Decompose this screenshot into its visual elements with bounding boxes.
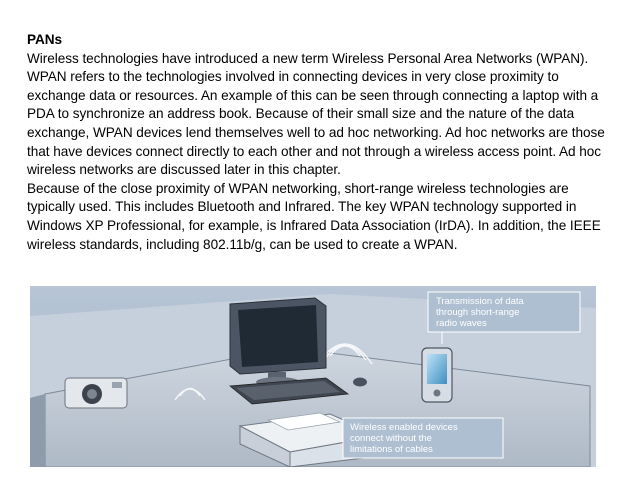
slide-heading: PANs (27, 32, 63, 47)
callout-bottom-line3: limitations of cables (350, 444, 433, 455)
desk-edge (30, 394, 45, 467)
callout-top-line1: Transmission of data (436, 296, 524, 307)
callout-bottom (342, 418, 503, 458)
wpan-scene (30, 286, 596, 467)
callout-top-line2: through short-range (436, 307, 520, 318)
callout-bottom-line2: connect without the (350, 433, 432, 444)
slide-body (27, 31, 612, 254)
digital-camera (65, 378, 127, 408)
wpan-illustration (30, 286, 596, 467)
mouse (353, 378, 367, 387)
paragraph-short-range: Because of the close proximity of WPAN networking, short-range wireless technologies are typically used. This includes Bluetooth and Infrared. The key WPAN technology supported in Windows XP Professional, for example, is Infrared Data Association (IrDA). In addition, the IEEE wireless standards, including 802.11b/g, can be used to create a WPAN. (27, 180, 601, 252)
paragraph-wpan-intro: Wireless technologies have introduced a new term Wireless Personal Area Networks (WPAN). WPAN refers to the technologies involved in connecting devices in very close proximity to exchange data or resources. An example of this can be seen through connecting a laptop with a PDA to synchronize an address book. Because of their small size and the nature of the data exchange, WPAN devices lend themselves well to ad hoc networking. Ad hoc networks are those that have devices connect directly to each other and not through a wireless access point. Ad hoc wireless networks are discussed later in this chapter. (27, 50, 605, 178)
pda-device (422, 348, 452, 402)
callout-top-line3: radio waves (436, 318, 487, 329)
callout-bottom-line1: Wireless enabled devices (350, 422, 458, 433)
